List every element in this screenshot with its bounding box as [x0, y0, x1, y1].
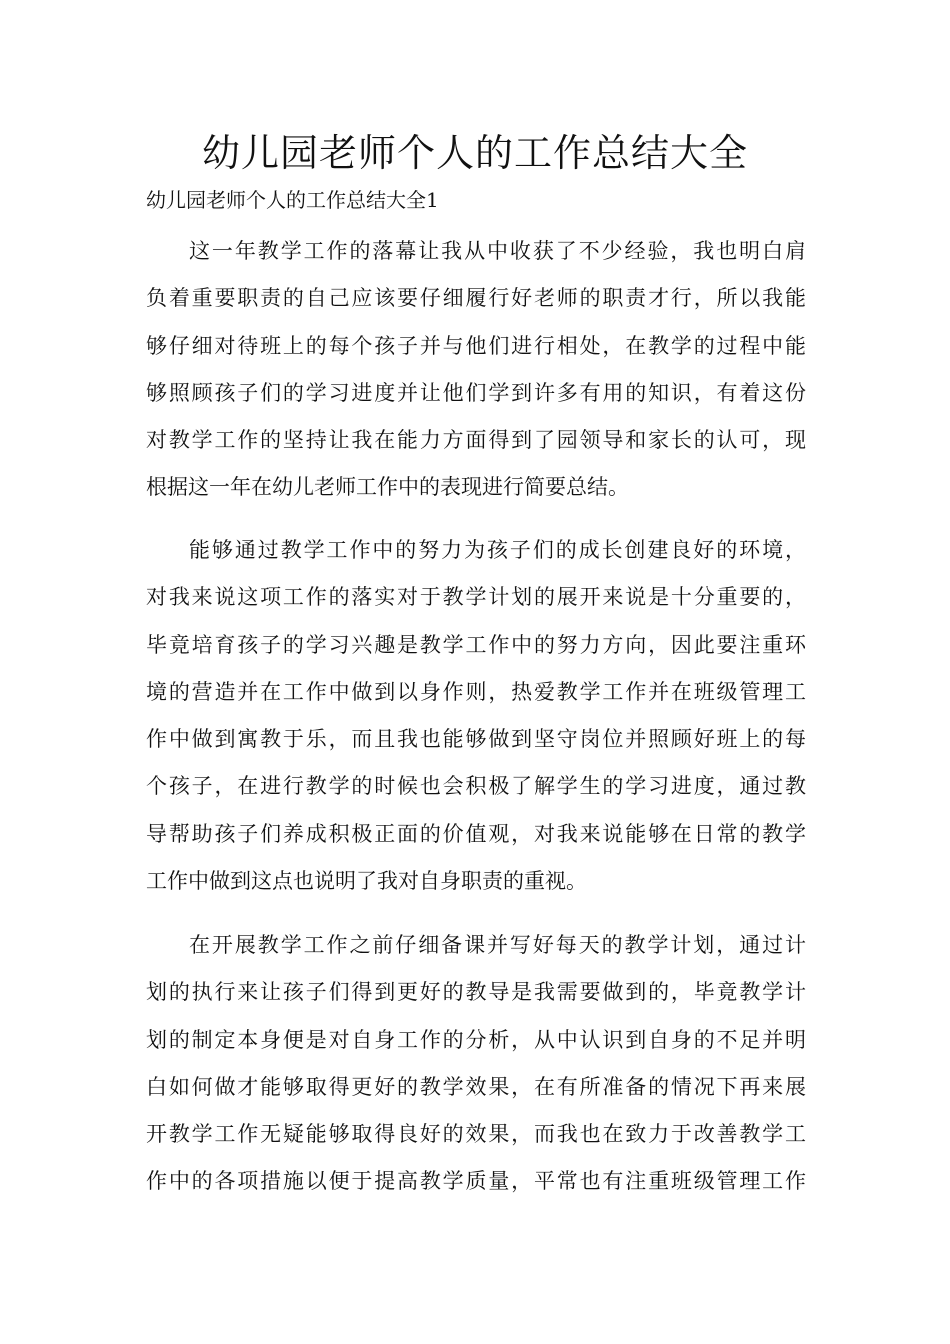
document-title: 幼儿园老师个人的工作总结大全: [201, 131, 748, 175]
paragraph-line: 开教学工作无疑能够取得良好的效果，而我也在致力于改善教学工: [146, 1122, 806, 1147]
paragraph-line: 境的营造并在工作中做到以身作则，热爱教学工作并在班级管理工: [146, 679, 806, 704]
paragraph-line: 够仔细对待班上的每个孩子并与他们进行相处，在教学的过程中能: [146, 333, 806, 358]
paragraph-line: 毕竟培育孩子的学习兴趣是教学工作中的努力方向，因此要注重环: [146, 632, 806, 657]
paragraph-3: [146, 922, 806, 1206]
paragraph-line: 根据这一年在幼儿老师工作中的表现进行简要总结。: [146, 475, 629, 500]
paragraph-line: 个孩子，在进行教学的时候也会积极了解学生的学习进度，通过教: [146, 774, 806, 799]
paragraph-line: 作中的各项措施以便于提高教学质量，平常也有注重班级管理工作: [146, 1169, 806, 1194]
paragraph-line: 白如何做才能够取得更好的教学效果，在有所准备的情况下再来展: [146, 1074, 806, 1099]
paragraph-line: 划的执行来让孩子们得到更好的教导是我需要做到的，毕竟教学计: [146, 980, 806, 1005]
paragraph-line: 对教学工作的坚持让我在能力方面得到了园领导和家长的认可，现: [146, 428, 806, 453]
paragraph-line: 能够通过教学工作中的努力为孩子们的成长创建良好的环境，: [189, 538, 806, 562]
paragraph-line: 对我来说这项工作的落实对于教学计划的展开来说是十分重要的，: [146, 585, 806, 610]
paragraph-line: 够照顾孩子们的学习进度并让他们学到许多有用的知识，有着这份: [146, 380, 806, 405]
paragraph-line: 导帮助孩子们养成积极正面的价值观，对我来说能够在日常的教学: [146, 821, 806, 846]
paragraph-line: 在开展教学工作之前仔细备课并写好每天的教学计划，通过计: [189, 933, 806, 957]
paragraph-2: [146, 527, 806, 905]
paragraph-1: [146, 228, 806, 512]
paragraph-line: 工作中做到这点也说明了我对自身职责的重视。: [146, 869, 587, 894]
paragraph-line: 作中做到寓教于乐，而且我也能够做到坚守岗位并照顾好班上的每: [146, 727, 806, 752]
section-heading: 幼儿园老师个人的工作总结大全1: [146, 188, 439, 212]
paragraph-line: 负着重要职责的自己应该要仔细履行好老师的职责才行，所以我能: [146, 286, 806, 311]
paragraph-line: 这一年教学工作的落幕让我从中收获了不少经验，我也明白肩: [189, 239, 806, 263]
paragraph-line: 划的制定本身便是对自身工作的分析，从中认识到自身的不足并明: [146, 1027, 806, 1052]
